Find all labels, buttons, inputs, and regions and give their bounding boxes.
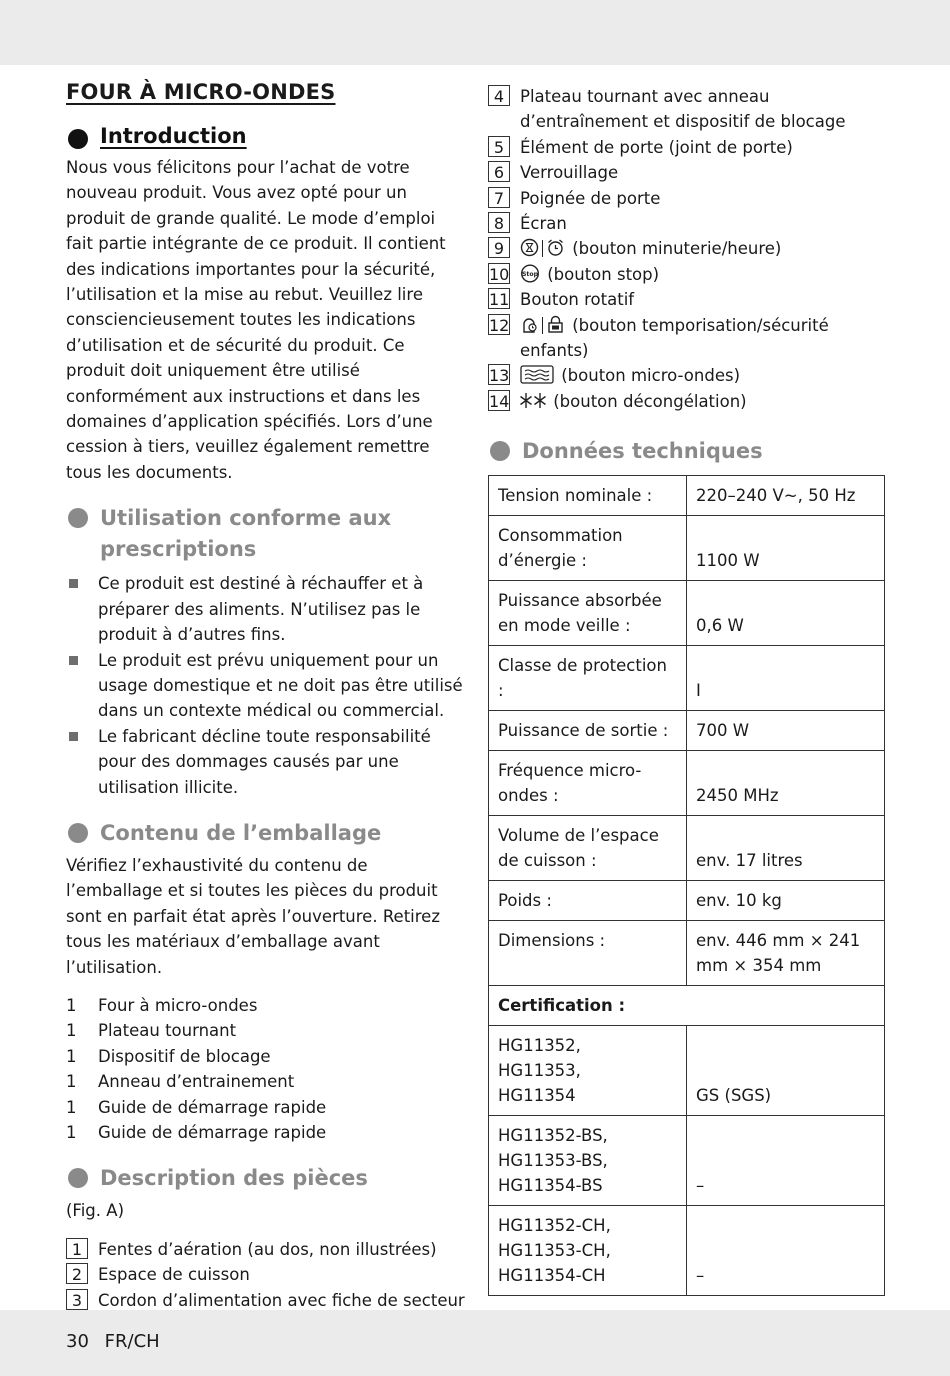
page-title: FOUR À MICRO-ONDES: [66, 80, 336, 104]
parts-list-left: [66, 1237, 466, 1313]
usage-list: [66, 571, 466, 800]
package-heading: Contenu de l’emballage: [66, 818, 466, 849]
page-footer: [66, 1331, 170, 1352]
list-item: 10 Stop (bouton stop): [489, 264, 660, 284]
list-item: 11 Bouton rotatif: [489, 290, 635, 310]
table-row: Consommation d’énergie : 1100 W: [489, 516, 885, 581]
list-item: 8 Écran: [488, 211, 888, 236]
table-row: HG11352, HG11353, HG11354 GS (SGS): [489, 1026, 885, 1116]
table-row: Fréquence micro-ondes : 2450 MHz: [489, 751, 885, 816]
table-row: Tension nominale : 220–240 V~, 50 Hz: [489, 476, 885, 516]
list-item: 1 Anneau d’entrainement: [66, 1072, 295, 1092]
list-item: 6 Verrouillage: [488, 160, 888, 185]
table-row: HG11352-BS, HG11353-BS, HG11354-BS –: [489, 1116, 885, 1206]
list-item: 5 Élément de porte (joint de porte): [488, 135, 888, 160]
delay-icon: [520, 315, 539, 334]
alarm-clock-icon: [546, 238, 565, 257]
list-item: 9 (bouton minuterie/heure): [488, 236, 888, 261]
heading-bullet: [490, 441, 510, 461]
tech-table: [488, 475, 885, 1296]
list-item: Le produit est prévu uniquement pour un usage domestique et ne doit pas être utilisé dans un contexte médical ou commercial.: [66, 648, 466, 724]
stop-icon: [520, 264, 540, 283]
list-item: 14 (bouton décongélation): [489, 391, 747, 411]
list-item: 13 (bouton micro-ondes): [489, 366, 741, 386]
intro-heading: Introduction: [66, 124, 466, 149]
top-band: [0, 0, 950, 65]
table-row: Classe de protection : I: [489, 646, 885, 711]
list-item: Ce produit est destiné à réchauffer et à préparer des aliments. N’utilisez pas le produit à d’autres fins.: [66, 571, 466, 647]
list-item: 3 Cordon d’alimentation avec fiche de secteur: [66, 1288, 466, 1313]
square-bullet-icon: [69, 656, 78, 665]
package-text: Vérifiez l’exhaustivité du contenu de l’emballage et si toutes les pièces du produit sont en parfait état après l’ouverture. Retirez tous les matériaux d’emballage avant l’utilisation.: [66, 855, 440, 977]
svg-text:Stop: Stop: [521, 270, 539, 278]
timer-icon: [520, 238, 539, 257]
list-item: 1 Dispositif de blocage: [66, 1046, 271, 1066]
package-list: [66, 993, 466, 1145]
table-row: Volume de l’espace de cuisson : env. 17 litres: [489, 816, 885, 881]
list-item: 4 Plateau tournant avec anneau d’entraînement et dispositif de blocage: [488, 84, 888, 135]
language-code: FR/CH: [104, 1331, 160, 1352]
list-item: 1 Fentes d’aération (au dos, non illustrées): [66, 1237, 466, 1262]
page-number: 30: [66, 1331, 89, 1352]
table-row: HG11352-CH, HG11353-CH, HG11354-CH –: [489, 1206, 885, 1296]
list-item: 1 Four à micro-ondes: [66, 995, 258, 1015]
table-row: Dimensions : env. 446 mm × 241 mm × 354 mm: [489, 921, 885, 986]
certification-header-row: Certification :: [489, 986, 885, 1026]
tech-heading: Données techniques: [488, 436, 888, 467]
list-item: 1 Guide de démarrage rapide: [66, 1123, 327, 1142]
table-row: Puissance absorbée en mode veille : 0,6 W: [489, 581, 885, 646]
heading-bullet: [68, 508, 88, 528]
parts-list-right: [488, 84, 888, 414]
table-row: Puissance de sortie : 700 W: [489, 711, 885, 751]
table-row: Poids : env. 10 kg: [489, 881, 885, 921]
list-item: 12 (bouton temporisation/sécurité enfants): [489, 315, 829, 361]
square-bullet-icon: [69, 579, 78, 588]
lock-icon: [546, 315, 565, 334]
list-item: 7 Poignée de porte: [488, 186, 888, 211]
list-item: 2 Espace de cuisson: [66, 1262, 466, 1287]
list-item: 1 Plateau tournant: [66, 1021, 237, 1041]
heading-bullet: [68, 1168, 88, 1188]
heading-bullet: [68, 823, 88, 843]
heading-bullet: [68, 129, 88, 149]
intro-text: Nous vous félicitons pour l’achat de votre nouveau produit. Vous avez opté pour un produit de grande qualité. Le mode d’emploi fait partie intégrante de ce produit. Il contient des indications importantes pour la sécurité, l’utilisation et la mise au rebut. Veuillez lire consciencieusement toutes les indications d’utilisation et de sécurité du produit. Ce produit doit uniquement être utilisé conformément aux instructions et dans les domaines d’application spécifiés. Lors d’une cession à tiers, veuillez également remettre tous les documents.: [66, 158, 446, 482]
parts-heading: Description des pièces: [66, 1163, 466, 1194]
list-item: 1 Guide de démarrage rapide: [66, 1097, 327, 1117]
square-bullet-icon: [69, 732, 78, 741]
list-item: Le fabricant décline toute responsabilité pour des dommages causés par une utilisation illicite.: [66, 724, 466, 800]
left-column: [66, 80, 466, 1313]
defrost-icon: [520, 391, 546, 410]
microwave-icon: [520, 365, 554, 384]
figure-reference: (Fig. A): [66, 1201, 124, 1221]
usage-heading: Utilisation conforme aux prescriptions: [66, 503, 466, 565]
right-column: [488, 84, 888, 1363]
